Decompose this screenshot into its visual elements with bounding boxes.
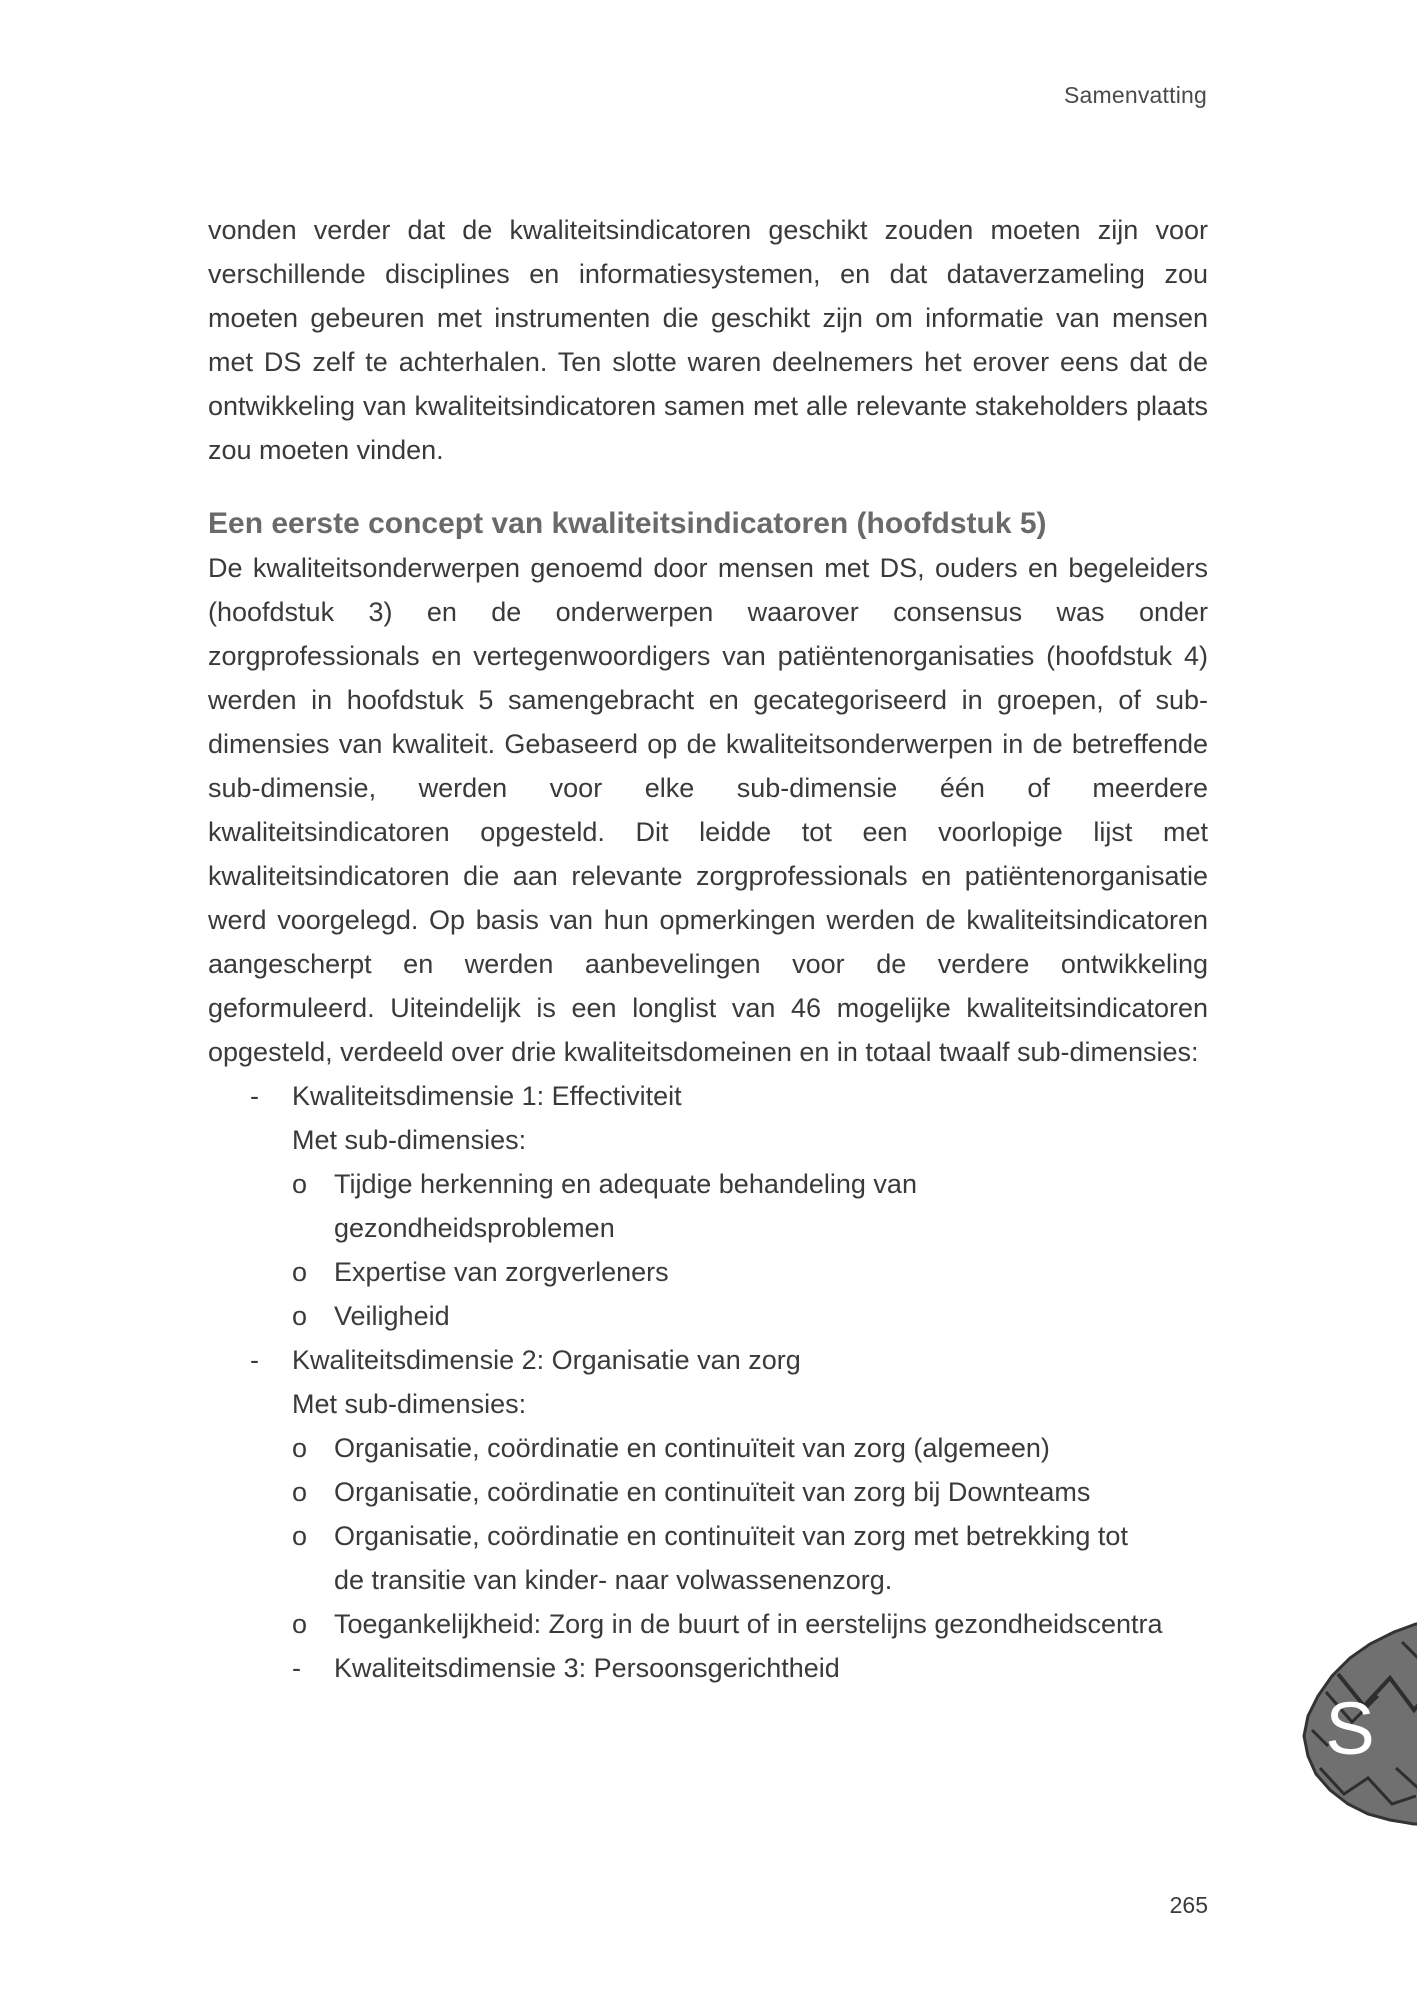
o-bullet: o [292,1433,308,1463]
sub-dimension-text: Tijdige herkenning en adequate behandeling van gezondheidsproblemen [334,1169,917,1243]
sub-dimension-text: Organisatie, coördinatie en continuïteit van zorg met betrekking tot de transitie van kinder- naar volwassenenzorg. [334,1521,1128,1595]
dimension-title: Kwaliteitsdimensie 2: Organisatie van zorg [292,1345,801,1375]
dimension-title: Kwaliteitsdimensie 1: Effectiviteit [292,1081,682,1111]
o-bullet: o [292,1257,308,1287]
sub-dimension-text: Toegankelijkheid: Zorg in de buurt of in eerstelijns gezondheidscentra [334,1609,1163,1639]
sub-dimension-item [208,1470,1164,1514]
sub-dimension-item [208,1250,1164,1294]
dimension-item-1 [208,1074,1208,1118]
chapter-tab-badge [1298,1618,1417,1828]
o-bullet: o [292,1477,308,1507]
sub-dimension-text: Organisatie, coördinatie en continuïteit van zorg bij Downteams [334,1477,1091,1507]
dash-bullet: - [250,1345,259,1375]
o-bullet: o [292,1169,308,1199]
sub-dimension-label: Met sub-dimensies: [292,1125,527,1155]
section-gap [208,472,1208,502]
dash-bullet: - [292,1653,301,1683]
dimension-title: Kwaliteitsdimensie 3: Persoonsgerichtheid [334,1653,840,1683]
sub-dimension-item [208,1514,1164,1602]
sub-dimension-label: Met sub-dimensies: [292,1389,527,1419]
main-content [208,208,1208,1690]
o-bullet: o [292,1609,308,1639]
sub-dimension-text: Expertise van zorgverleners [334,1257,669,1287]
sub-dimension-item [208,1426,1164,1470]
intro-paragraph: vonden verder dat de kwaliteitsindicatoren geschikt zouden moeten zijn voor verschillende disciplines en informatiesystemen, en dat dataverzameling zou moeten gebeuren met instrumenten die geschikt zijn om informatie van mensen met DS zelf te achterhalen. Ten slotte waren deelnemers het erover eens dat de ontwikkeling van kwaliteitsindicatoren samen met alle relevante stakeholders plaats zou moeten vinden. [208,215,1208,465]
o-bullet: o [292,1301,308,1331]
section-heading: Een eerste concept van kwaliteitsindicatoren (hoofdstuk 5) [208,507,1047,540]
chapter-letter: S [1325,1687,1375,1770]
sub-dimension-item [208,1602,1164,1646]
o-bullet: o [292,1521,308,1551]
section-paragraph: De kwaliteitsonderwerpen genoemd door mensen met DS, ouders en begeleiders (hoofdstuk 3) en de onderwerpen waarover consensus was onder zorgprofessionals en vertegenwoordigers van patiëntenorganisaties (hoofdstuk 4) werden in hoofdstuk 5 samengebracht en gecategoriseerd in groepen, of sub-dimensies van kwaliteit. Gebaseerd op de kwaliteitsonderwerpen in de betreffende sub-dimensie, werden voor elke sub-dimensie één of meerdere kwaliteitsindicatoren opgesteld. Dit leidde tot een voorlopige lijst met kwaliteitsindicatoren die aan relevante zorgprofessionals en patiëntenorganisatie werd voorgelegd. Op basis van hun opmerkingen werden de kwaliteitsindicatoren aangescherpt en werden aanbevelingen voor de verdere ontwikkeling geformuleerd. Uiteindelijk is een longlist van 46 mogelijke kwaliteitsindicatoren opgesteld, verdeeld over drie kwaliteitsdomeinen en in totaal twaalf sub-dimensies: [208,553,1208,1067]
sub-dimension-text: Veiligheid [334,1301,450,1331]
dimension-item-2 [208,1338,1208,1382]
page-number: 265 [1169,1892,1208,1918]
dash-bullet: - [250,1081,259,1111]
dimension-item-3 [208,1646,1208,1690]
running-header-title: Samenvatting [1063,82,1207,108]
sub-dimension-item [208,1294,1164,1338]
sub-dimension-text: Organisatie, coördinatie en continuïteit van zorg (algemeen) [334,1433,1050,1463]
sub-dimension-item [208,1162,1164,1250]
